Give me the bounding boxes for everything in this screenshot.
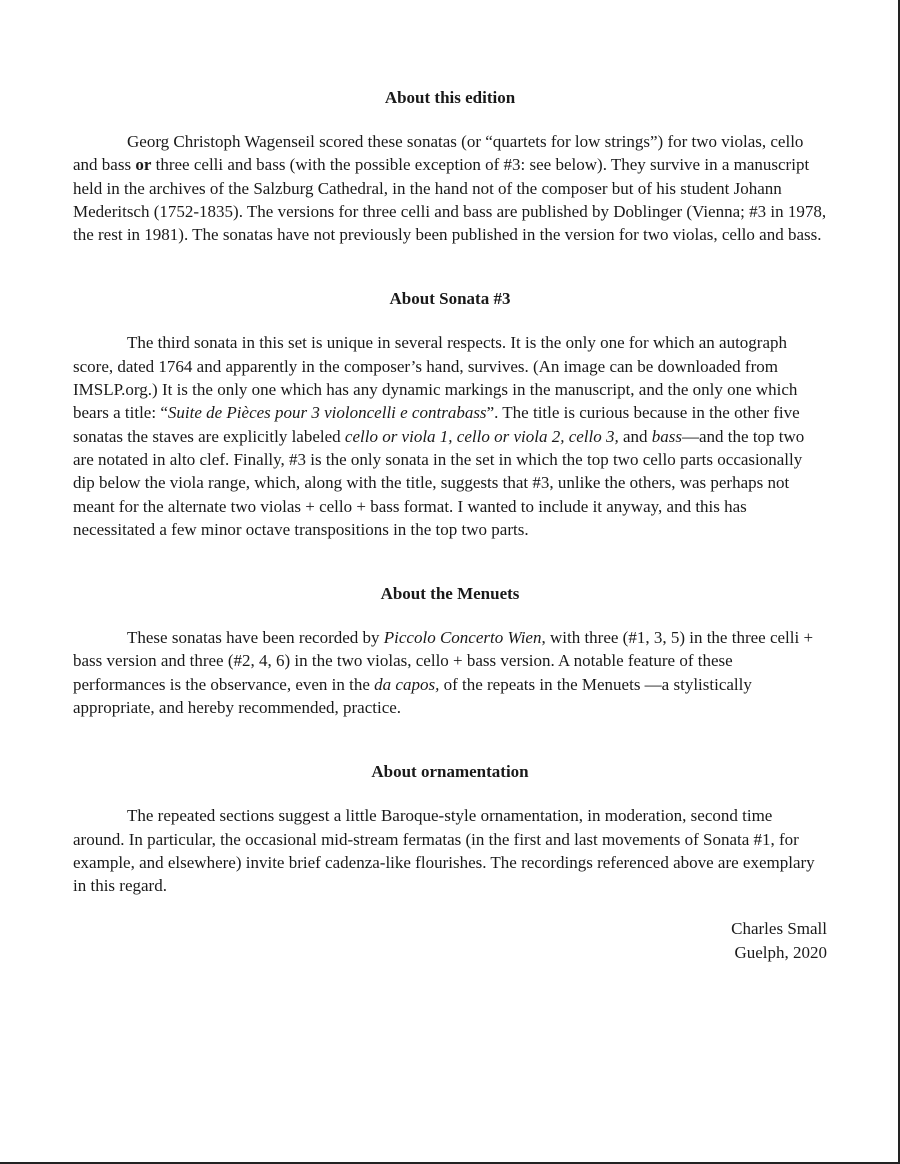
signature-block [73, 917, 827, 965]
italic-text-run: Suite de Pièces pour 3 violoncelli e contrabass [167, 403, 487, 423]
italic-text-run: da capos, [374, 674, 440, 694]
text-run: The repeated sections suggest a little Baroque-style ornamentation, in moderation, second time around. In particular, the occasional mid-stream fermatas (in the first and last movements of Sonata #1, for example, and elsewhere) invite brief cadenza-like flourishes. The recordings referenced above are exemplary in this regard. [73, 806, 815, 896]
section-paragraph [73, 626, 827, 719]
bold-text-run: or [135, 155, 152, 175]
signature-name: Charles Small [731, 918, 827, 938]
section-heading: About Sonata #3 [389, 289, 511, 309]
text-run: ”. The title is curious because in the other five sonatas the staves are explicitly labeled [73, 403, 800, 446]
section-paragraph [73, 331, 827, 541]
text-run: The third sonata in this set is unique in several respects. It is the only one for which an autograph score, dated 1764 and apparently in the composer’s hand, survives. (An image can be downloaded from IMSLP.org.) It is the only one which has any dynamic markings in the manuscript, and the only one which bears a title: “ [73, 333, 798, 423]
text-run: three celli and bass (with the possible exception of #3: see below). They survive in a manuscript held in the archives of the Salzburg Cathedral, in the hand not of the composer but of his student Johann Mederitsch (1752-1835). The versions for three celli and bass are published by Doblinger (Vienna; #3 in 1978, the rest in 1981). The sonatas have not previously been published in the version for two violas, cello and bass. [73, 155, 827, 245]
section-about-ornamentation [73, 760, 827, 897]
italic-text-run: Piccolo Concerto Wien [383, 628, 542, 648]
italic-text-run: cello or viola 1, cello or viola 2, cello 3, [344, 426, 619, 446]
section-heading: About this edition [384, 88, 516, 107]
text-run: Georg Christoph Wagenseil scored these sonatas (or “quartets for low strings”) for two violas, cello and bass [73, 132, 804, 175]
section-heading: About ornamentation [371, 762, 529, 782]
italic-text-run: bass [651, 426, 683, 446]
section-about-sonata-3 [73, 287, 827, 541]
section-about-menuets [73, 582, 827, 719]
signature-place-date: Guelph, 2020 [734, 942, 827, 962]
section-paragraph [73, 804, 827, 897]
text-run: These sonatas have been recorded by [127, 628, 384, 648]
section-heading: About the Menuets [380, 584, 520, 604]
text-run: , with three (#1, 3, 5) in the three celli + bass version and three (#2, 4, 6) in the two violas, cello + bass version. A notable feature of these performances is the observance, even in the [73, 628, 814, 694]
text-run: and [618, 426, 652, 446]
document-page [73, 86, 827, 965]
text-run: of the repeats in the Menuets —a stylistically appropriate, and hereby recommended, practice. [73, 674, 752, 718]
section-about-edition [73, 86, 827, 246]
section-paragraph [73, 130, 827, 246]
text-run: —and the top two are notated in alto clef. Finally, #3 is the only sonata in the set in which the top two cello parts occasionally dip below the viola range, which, along with the title, suggests that #3, unlike the others, was perhaps not meant for the alternate two violas + cello + bass format. I wanted to include it anyway, and this has necessitated a few minor octave transpositions in the top two parts. [73, 426, 805, 539]
